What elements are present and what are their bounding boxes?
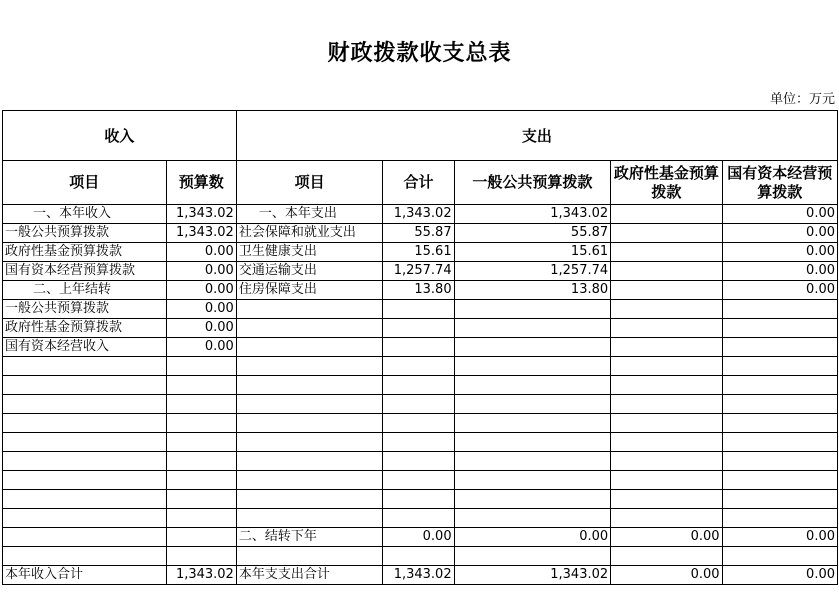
cell-exp-item: 本年支支出合计 (236, 566, 383, 585)
cell-state: 0.00 (722, 224, 837, 243)
cell-exp-item: 住房保障支出 (236, 281, 383, 300)
cell-total: 1,343.02 (383, 566, 454, 585)
cell-fund (611, 395, 722, 414)
cell-total (383, 338, 454, 357)
cell-state (722, 338, 837, 357)
cell-inc-item (3, 452, 167, 471)
cell-exp-item (236, 547, 383, 566)
cell-state (722, 319, 837, 338)
cell-exp-item (236, 490, 383, 509)
cell-inc-val (166, 471, 236, 490)
cell-general (454, 547, 611, 566)
table-row (3, 357, 838, 376)
cell-state: 0.00 (722, 243, 837, 262)
cell-inc-item (3, 528, 167, 547)
cell-fund (611, 357, 722, 376)
table-row (3, 376, 838, 395)
cell-inc-val: 1,343.02 (166, 224, 236, 243)
cell-total (383, 414, 454, 433)
cell-exp-item (236, 338, 383, 357)
cell-total (383, 319, 454, 338)
table-row (3, 319, 838, 338)
cell-fund (611, 262, 722, 281)
cell-total (383, 376, 454, 395)
col-income-item: 项目 (3, 161, 167, 205)
cell-fund (611, 376, 722, 395)
cell-inc-val: 0.00 (166, 300, 236, 319)
cell-inc-item (3, 376, 167, 395)
cell-state: 0.00 (722, 528, 837, 547)
cell-inc-item (3, 357, 167, 376)
cell-state (722, 376, 837, 395)
cell-inc-item: 国有资本经营预算拨款 (3, 262, 167, 281)
cell-general (454, 357, 611, 376)
cell-exp-item (236, 471, 383, 490)
cell-inc-item (3, 414, 167, 433)
cell-total: 13.80 (383, 281, 454, 300)
cell-exp-item: 二、结转下年 (236, 528, 383, 547)
cell-inc-item: 一、本年收入 (3, 205, 167, 224)
cell-state (722, 433, 837, 452)
cell-general: 13.80 (454, 281, 611, 300)
table-row (3, 528, 838, 547)
table-row (3, 414, 838, 433)
cell-total: 1,257.74 (383, 262, 454, 281)
cell-inc-item: 政府性基金预算拨款 (3, 243, 167, 262)
col-fund: 政府性基金预算拨款 (611, 161, 722, 205)
cell-exp-item (236, 433, 383, 452)
table-row (3, 262, 838, 281)
col-state: 国有资本经营预算拨款 (722, 161, 837, 205)
cell-state: 0.00 (722, 281, 837, 300)
cell-total (383, 452, 454, 471)
cell-exp-item: 社会保障和就业支出 (236, 224, 383, 243)
cell-inc-val (166, 509, 236, 528)
cell-exp-item (236, 300, 383, 319)
cell-general: 1,257.74 (454, 262, 611, 281)
table-row (3, 490, 838, 509)
cell-total: 0.00 (383, 528, 454, 547)
unit-label: 单位：万元 (769, 92, 835, 107)
cell-inc-item (3, 509, 167, 528)
expense-header: 支出 (236, 111, 837, 161)
cell-inc-val (166, 376, 236, 395)
cell-general (454, 300, 611, 319)
cell-inc-val (166, 452, 236, 471)
cell-general: 15.61 (454, 243, 611, 262)
cell-inc-item: 本年收入合计 (3, 566, 167, 585)
cell-exp-item (236, 319, 383, 338)
cell-fund (611, 509, 722, 528)
cell-general (454, 452, 611, 471)
cell-inc-item: 二、上年结转 (3, 281, 167, 300)
cell-inc-item (3, 471, 167, 490)
cell-inc-val (166, 490, 236, 509)
cell-inc-val (166, 414, 236, 433)
col-general: 一般公共预算拨款 (454, 161, 611, 205)
cell-general (454, 433, 611, 452)
cell-state (722, 509, 837, 528)
cell-inc-val: 0.00 (166, 281, 236, 300)
cell-total (383, 357, 454, 376)
cell-total (383, 433, 454, 452)
cell-inc-item: 国有资本经营收入 (3, 338, 167, 357)
cell-general (454, 338, 611, 357)
cell-state (722, 547, 837, 566)
page-title: 财政拨款收支总表 (327, 40, 512, 66)
cell-exp-item (236, 509, 383, 528)
budget-table (2, 110, 838, 585)
cell-exp-item: 一、本年支出 (236, 205, 383, 224)
cell-general: 0.00 (454, 528, 611, 547)
cell-inc-item (3, 547, 167, 566)
cell-inc-val: 0.00 (166, 319, 236, 338)
cell-fund (611, 490, 722, 509)
cell-general (454, 509, 611, 528)
cell-state (722, 452, 837, 471)
cell-fund: 0.00 (611, 528, 722, 547)
cell-general: 55.87 (454, 224, 611, 243)
cell-total: 55.87 (383, 224, 454, 243)
cell-inc-val (166, 433, 236, 452)
cell-fund (611, 547, 722, 566)
table-row (3, 281, 838, 300)
cell-total (383, 300, 454, 319)
cell-inc-val: 0.00 (166, 243, 236, 262)
cell-exp-item (236, 376, 383, 395)
cell-inc-val (166, 357, 236, 376)
cell-state: 0.00 (722, 205, 837, 224)
cell-inc-val (166, 547, 236, 566)
cell-inc-item: 一般公共预算拨款 (3, 300, 167, 319)
cell-state (722, 490, 837, 509)
cell-inc-item (3, 433, 167, 452)
cell-fund (611, 433, 722, 452)
cell-total (383, 395, 454, 414)
cell-inc-val (166, 395, 236, 414)
table-row (3, 224, 838, 243)
cell-fund (611, 319, 722, 338)
cell-general (454, 471, 611, 490)
table-row (3, 509, 838, 528)
cell-exp-item: 交通运输支出 (236, 262, 383, 281)
cell-exp-item (236, 395, 383, 414)
cell-state (722, 471, 837, 490)
table-row (3, 205, 838, 224)
table-row (3, 452, 838, 471)
cell-inc-item: 一般公共预算拨款 (3, 224, 167, 243)
col-total: 合计 (383, 161, 454, 205)
table-row (3, 243, 838, 262)
cell-inc-item: 政府性基金预算拨款 (3, 319, 167, 338)
table-row (3, 300, 838, 319)
cell-inc-val: 0.00 (166, 262, 236, 281)
table-row (3, 471, 838, 490)
table-row (3, 338, 838, 357)
cell-total (383, 471, 454, 490)
cell-total (383, 547, 454, 566)
cell-exp-item (236, 357, 383, 376)
cell-fund (611, 224, 722, 243)
cell-inc-item (3, 395, 167, 414)
cell-exp-item: 卫生健康支出 (236, 243, 383, 262)
cell-inc-val: 0.00 (166, 338, 236, 357)
cell-total: 15.61 (383, 243, 454, 262)
cell-fund (611, 338, 722, 357)
cell-fund (611, 414, 722, 433)
cell-general (454, 395, 611, 414)
cell-fund (611, 300, 722, 319)
cell-general (454, 490, 611, 509)
cell-state (722, 357, 837, 376)
cell-exp-item (236, 414, 383, 433)
table-row (3, 547, 838, 566)
cell-general: 1,343.02 (454, 205, 611, 224)
cell-general: 1,343.02 (454, 566, 611, 585)
cell-general (454, 376, 611, 395)
cell-fund (611, 205, 722, 224)
table-row (3, 566, 838, 585)
income-header: 收入 (3, 111, 237, 161)
cell-general (454, 414, 611, 433)
cell-fund (611, 243, 722, 262)
cell-inc-val: 1,343.02 (166, 566, 236, 585)
col-budget: 预算数 (166, 161, 236, 205)
cell-general (454, 319, 611, 338)
table-row (3, 433, 838, 452)
cell-fund (611, 471, 722, 490)
cell-state: 0.00 (722, 262, 837, 281)
cell-total: 1,343.02 (383, 205, 454, 224)
col-expense-item: 项目 (236, 161, 383, 205)
cell-total (383, 490, 454, 509)
cell-total (383, 509, 454, 528)
cell-state (722, 414, 837, 433)
cell-state (722, 395, 837, 414)
table-row (3, 395, 838, 414)
cell-state (722, 300, 837, 319)
cell-state: 0.00 (722, 566, 837, 585)
cell-fund: 0.00 (611, 566, 722, 585)
cell-inc-item (3, 490, 167, 509)
cell-inc-val (166, 528, 236, 547)
cell-fund (611, 452, 722, 471)
cell-exp-item (236, 452, 383, 471)
cell-fund (611, 281, 722, 300)
cell-inc-val: 1,343.02 (166, 205, 236, 224)
